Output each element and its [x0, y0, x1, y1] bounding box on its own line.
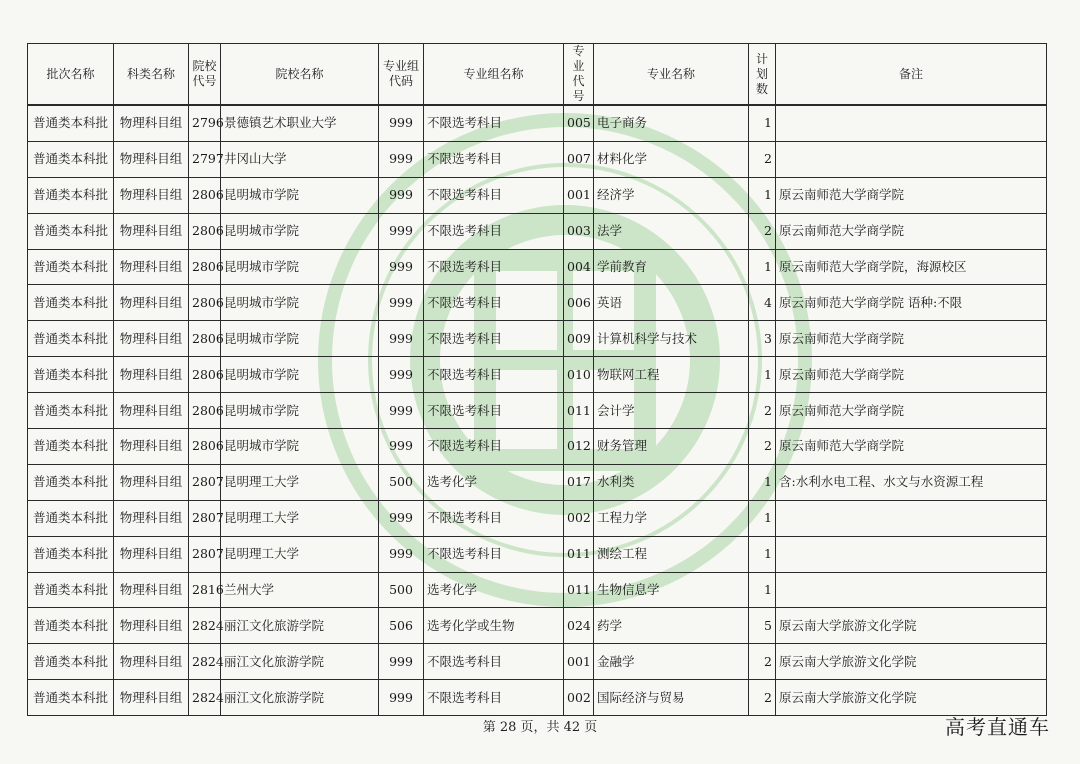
cell-major-code: 002 [564, 500, 594, 536]
cell-group-code: 500 [379, 464, 424, 500]
cell-school-name: 兰州大学 [221, 572, 379, 608]
cell-school-code: 2807 [189, 464, 221, 500]
cell-category: 物理科目组 [114, 608, 189, 644]
cell-group-code: 999 [379, 644, 424, 680]
table-row [28, 464, 1047, 500]
cell-major-code: 004 [564, 249, 594, 285]
cell-major-name: 测绘工程 [594, 536, 749, 572]
cell-category: 物理科目组 [114, 429, 189, 465]
cell-remark: 原云南师范大学商学院 [776, 357, 1047, 393]
cell-major-code: 017 [564, 464, 594, 500]
cell-major-code: 011 [564, 393, 594, 429]
cell-school-name: 昆明理工大学 [221, 464, 379, 500]
cell-major-code: 006 [564, 285, 594, 321]
cell-group-name: 不限选考科目 [424, 213, 564, 249]
cell-group-code: 999 [379, 213, 424, 249]
cell-group-code: 999 [379, 536, 424, 572]
cell-group-name: 不限选考科目 [424, 141, 564, 177]
cell-school-code: 2797 [189, 141, 221, 177]
cell-batch: 普通类本科批 [28, 213, 114, 249]
table-row [28, 141, 1047, 177]
cell-group-name: 不限选考科目 [424, 500, 564, 536]
cell-school-name: 昆明理工大学 [221, 536, 379, 572]
cell-major-code: 002 [564, 680, 594, 716]
cell-remark: 原云南师范大学商学院 语种:不限 [776, 285, 1047, 321]
cell-major-name: 工程力学 [594, 500, 749, 536]
cell-school-code: 2806 [189, 285, 221, 321]
cell-batch: 普通类本科批 [28, 357, 114, 393]
cell-school-name: 昆明城市学院 [221, 177, 379, 213]
admission-plan-table-wrapper [27, 43, 1046, 716]
cell-school-name: 井冈山大学 [221, 141, 379, 177]
table-row [28, 500, 1047, 536]
cell-major-name: 国际经济与贸易 [594, 680, 749, 716]
cell-remark: 原云南师范大学商学院 [776, 321, 1047, 357]
cell-category: 物理科目组 [114, 213, 189, 249]
header-remark: 备注 [776, 44, 1047, 106]
header-major-name: 专业名称 [594, 44, 749, 106]
cell-remark: 原云南师范大学商学院 [776, 429, 1047, 465]
cell-group-code: 999 [379, 249, 424, 285]
cell-group-name: 不限选考科目 [424, 429, 564, 465]
cell-major-name: 药学 [594, 608, 749, 644]
cell-school-name: 丽江文化旅游学院 [221, 644, 379, 680]
cell-group-name: 不限选考科目 [424, 357, 564, 393]
cell-batch: 普通类本科批 [28, 105, 114, 141]
cell-school-name: 昆明城市学院 [221, 393, 379, 429]
cell-group-name: 不限选考科目 [424, 393, 564, 429]
cell-school-code: 2806 [189, 177, 221, 213]
cell-plan: 1 [749, 500, 776, 536]
cell-plan: 5 [749, 608, 776, 644]
cell-remark: 原云南师范大学商学院 [776, 177, 1047, 213]
source-logo: 高考直通车 [945, 715, 1050, 739]
cell-major-code: 009 [564, 321, 594, 357]
cell-school-code: 2816 [189, 572, 221, 608]
cell-major-name: 会计学 [594, 393, 749, 429]
cell-batch: 普通类本科批 [28, 464, 114, 500]
cell-remark: 原云南师范大学商学院 [776, 213, 1047, 249]
cell-batch: 普通类本科批 [28, 141, 114, 177]
cell-group-name: 不限选考科目 [424, 321, 564, 357]
cell-category: 物理科目组 [114, 500, 189, 536]
cell-school-code: 2824 [189, 680, 221, 716]
header-group-code: 专业组代码 [379, 44, 424, 106]
cell-remark [776, 572, 1047, 608]
cell-remark [776, 536, 1047, 572]
cell-school-name: 昆明城市学院 [221, 285, 379, 321]
cell-remark: 原云南师范大学商学院，海源校区 [776, 249, 1047, 285]
cell-batch: 普通类本科批 [28, 644, 114, 680]
cell-plan: 1 [749, 464, 776, 500]
cell-school-name: 丽江文化旅游学院 [221, 680, 379, 716]
cell-group-name: 选考化学 [424, 572, 564, 608]
cell-batch: 普通类本科批 [28, 177, 114, 213]
cell-batch: 普通类本科批 [28, 285, 114, 321]
cell-school-code: 2806 [189, 357, 221, 393]
cell-group-code: 999 [379, 321, 424, 357]
cell-remark [776, 105, 1047, 141]
cell-school-code: 2796 [189, 105, 221, 141]
cell-plan: 1 [749, 105, 776, 141]
cell-school-name: 昆明城市学院 [221, 321, 379, 357]
cell-remark: 含:水利水电工程、水文与水资源工程 [776, 464, 1047, 500]
cell-group-code: 999 [379, 105, 424, 141]
cell-plan: 1 [749, 177, 776, 213]
cell-batch: 普通类本科批 [28, 680, 114, 716]
cell-category: 物理科目组 [114, 536, 189, 572]
table-row [28, 572, 1047, 608]
cell-major-code: 001 [564, 644, 594, 680]
cell-category: 物理科目组 [114, 177, 189, 213]
cell-group-name: 选考化学 [424, 464, 564, 500]
cell-major-code: 010 [564, 357, 594, 393]
cell-group-code: 999 [379, 429, 424, 465]
cell-remark: 原云南师范大学商学院 [776, 393, 1047, 429]
header-school-code: 院校代号 [189, 44, 221, 106]
cell-school-name: 昆明城市学院 [221, 357, 379, 393]
cell-batch: 普通类本科批 [28, 249, 114, 285]
cell-group-name: 不限选考科目 [424, 680, 564, 716]
table-row [28, 357, 1047, 393]
table-row [28, 249, 1047, 285]
cell-group-code: 506 [379, 608, 424, 644]
header-row [28, 44, 1047, 106]
cell-plan: 1 [749, 572, 776, 608]
cell-plan: 4 [749, 285, 776, 321]
table-row [28, 393, 1047, 429]
cell-category: 物理科目组 [114, 321, 189, 357]
cell-plan: 2 [749, 213, 776, 249]
cell-category: 物理科目组 [114, 105, 189, 141]
cell-group-code: 999 [379, 285, 424, 321]
cell-remark [776, 500, 1047, 536]
cell-school-name: 丽江文化旅游学院 [221, 608, 379, 644]
cell-plan: 3 [749, 321, 776, 357]
cell-school-code: 2807 [189, 500, 221, 536]
cell-major-name: 物联网工程 [594, 357, 749, 393]
cell-group-name: 不限选考科目 [424, 177, 564, 213]
cell-school-name: 昆明城市学院 [221, 213, 379, 249]
table-row [28, 213, 1047, 249]
header-category: 科类名称 [114, 44, 189, 106]
cell-school-name: 昆明城市学院 [221, 249, 379, 285]
cell-remark: 原云南大学旅游文化学院 [776, 680, 1047, 716]
cell-group-code: 999 [379, 357, 424, 393]
cell-category: 物理科目组 [114, 357, 189, 393]
cell-batch: 普通类本科批 [28, 321, 114, 357]
header-plan: 计划数 [749, 44, 776, 106]
cell-plan: 2 [749, 429, 776, 465]
table-row [28, 536, 1047, 572]
cell-group-name: 不限选考科目 [424, 285, 564, 321]
cell-group-name: 不限选考科目 [424, 536, 564, 572]
admission-plan-table [27, 43, 1047, 716]
cell-category: 物理科目组 [114, 393, 189, 429]
cell-batch: 普通类本科批 [28, 500, 114, 536]
cell-category: 物理科目组 [114, 285, 189, 321]
cell-group-name: 不限选考科目 [424, 644, 564, 680]
cell-major-name: 经济学 [594, 177, 749, 213]
header-major-code: 专业代号 [564, 44, 594, 106]
cell-batch: 普通类本科批 [28, 536, 114, 572]
cell-category: 物理科目组 [114, 141, 189, 177]
cell-plan: 1 [749, 249, 776, 285]
header-group-name: 专业组名称 [424, 44, 564, 106]
cell-school-code: 2806 [189, 429, 221, 465]
cell-remark: 原云南大学旅游文化学院 [776, 644, 1047, 680]
cell-school-name: 昆明理工大学 [221, 500, 379, 536]
cell-major-name: 材料化学 [594, 141, 749, 177]
header-school-name: 院校名称 [221, 44, 379, 106]
cell-plan: 2 [749, 393, 776, 429]
table-row [28, 105, 1047, 141]
cell-group-code: 999 [379, 141, 424, 177]
cell-major-code: 007 [564, 141, 594, 177]
cell-group-code: 999 [379, 177, 424, 213]
cell-group-name: 不限选考科目 [424, 105, 564, 141]
table-row [28, 644, 1047, 680]
cell-remark [776, 141, 1047, 177]
cell-major-name: 电子商务 [594, 105, 749, 141]
cell-category: 物理科目组 [114, 572, 189, 608]
cell-major-code: 003 [564, 213, 594, 249]
cell-major-name: 计算机科学与技术 [594, 321, 749, 357]
cell-major-code: 012 [564, 429, 594, 465]
cell-major-code: 011 [564, 572, 594, 608]
cell-major-code: 024 [564, 608, 594, 644]
cell-batch: 普通类本科批 [28, 429, 114, 465]
cell-plan: 1 [749, 536, 776, 572]
cell-major-code: 001 [564, 177, 594, 213]
cell-major-name: 金融学 [594, 644, 749, 680]
cell-major-code: 005 [564, 105, 594, 141]
cell-category: 物理科目组 [114, 644, 189, 680]
cell-school-name: 景德镇艺术职业大学 [221, 105, 379, 141]
cell-school-code: 2824 [189, 608, 221, 644]
cell-plan: 1 [749, 357, 776, 393]
table-row [28, 177, 1047, 213]
cell-major-name: 生物信息学 [594, 572, 749, 608]
cell-group-name: 选考化学或生物 [424, 608, 564, 644]
page-number: 第 28 页，共 42 页 [482, 720, 598, 735]
cell-school-code: 2806 [189, 249, 221, 285]
cell-category: 物理科目组 [114, 464, 189, 500]
cell-major-name: 财务管理 [594, 429, 749, 465]
cell-school-code: 2824 [189, 644, 221, 680]
cell-batch: 普通类本科批 [28, 608, 114, 644]
table-row [28, 429, 1047, 465]
cell-group-code: 999 [379, 680, 424, 716]
table-row [28, 285, 1047, 321]
cell-plan: 2 [749, 141, 776, 177]
cell-major-name: 学前教育 [594, 249, 749, 285]
table-row [28, 608, 1047, 644]
cell-group-code: 999 [379, 393, 424, 429]
cell-category: 物理科目组 [114, 249, 189, 285]
cell-major-name: 水利类 [594, 464, 749, 500]
cell-category: 物理科目组 [114, 680, 189, 716]
cell-school-code: 2806 [189, 393, 221, 429]
cell-major-name: 英语 [594, 285, 749, 321]
cell-school-code: 2806 [189, 321, 221, 357]
cell-plan: 2 [749, 680, 776, 716]
header-batch: 批次名称 [28, 44, 114, 106]
cell-school-code: 2807 [189, 536, 221, 572]
cell-batch: 普通类本科批 [28, 572, 114, 608]
table-row [28, 321, 1047, 357]
cell-remark: 原云南大学旅游文化学院 [776, 608, 1047, 644]
cell-school-name: 昆明城市学院 [221, 429, 379, 465]
table-row [28, 680, 1047, 716]
cell-major-name: 法学 [594, 213, 749, 249]
cell-batch: 普通类本科批 [28, 393, 114, 429]
cell-major-code: 011 [564, 536, 594, 572]
cell-group-code: 999 [379, 500, 424, 536]
cell-plan: 2 [749, 644, 776, 680]
cell-school-code: 2806 [189, 213, 221, 249]
cell-group-code: 500 [379, 572, 424, 608]
cell-group-name: 不限选考科目 [424, 249, 564, 285]
